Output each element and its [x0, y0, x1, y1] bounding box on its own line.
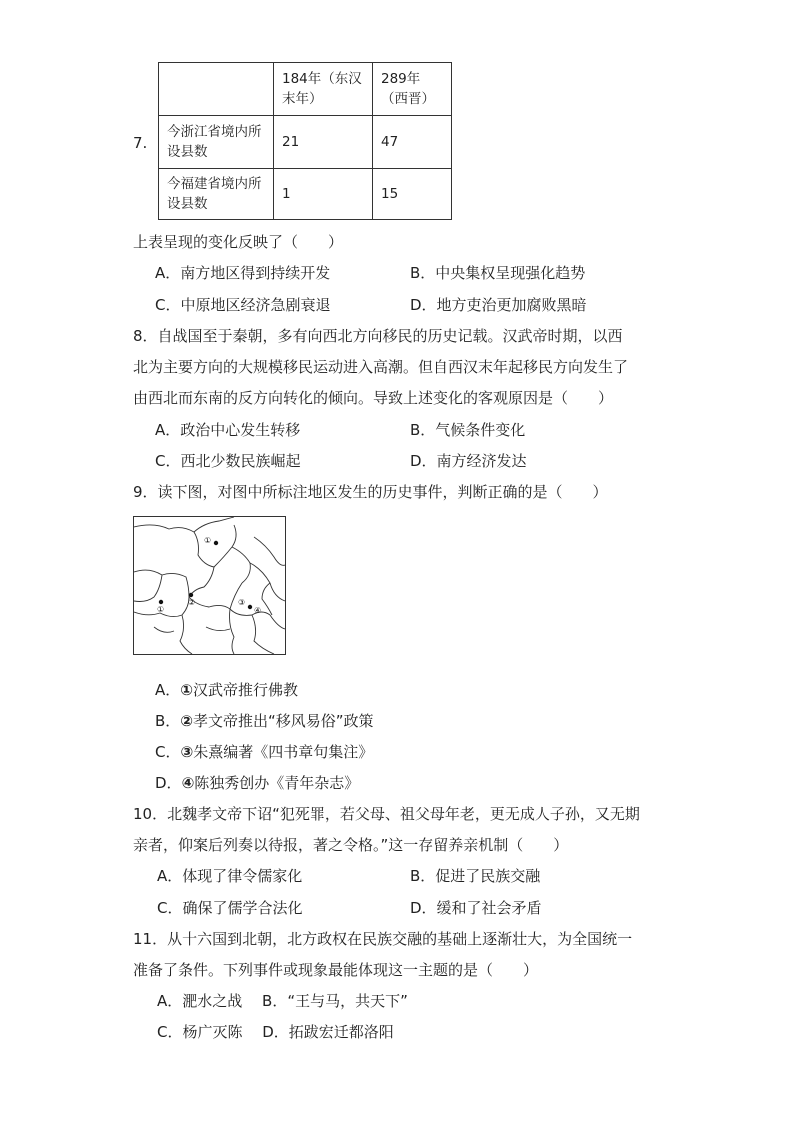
- option-text: 陈独秀创办《青年杂志》: [194, 774, 360, 792]
- q8-option-d[interactable]: D．南方经济发达: [410, 452, 527, 470]
- q8-option-c[interactable]: C．西北少数民族崛起: [155, 452, 301, 470]
- question-7-stem: 上表呈现的变化反映了（ ）: [133, 233, 344, 251]
- table-cell: 今浙江省境内所设县数: [159, 116, 274, 169]
- q9-option-c[interactable]: [155, 742, 373, 762]
- county-count-table: [158, 62, 452, 220]
- option-marker: ④: [181, 774, 195, 792]
- question-11-line-1: 11．从十六国到北朝，北方政权在民族交融的基础上逐渐壮大，为全国统一: [133, 930, 633, 948]
- q10-option-d[interactable]: D．缓和了社会矛盾: [410, 899, 542, 917]
- q7-option-d[interactable]: D．地方吏治更加腐败黑暗: [410, 296, 587, 314]
- option-prefix: B．: [155, 712, 181, 730]
- q10-option-a[interactable]: A．体现了律令儒家化: [157, 867, 303, 885]
- table-header-cell: 184年（东汉末年）: [274, 63, 373, 116]
- question-8-line-1: 8．自战国至于秦朝，多有向西北方向移民的历史记载。汉武帝时期，以西: [133, 327, 623, 345]
- q7-option-c[interactable]: C．中原地区经济急剧衰退: [155, 296, 331, 314]
- map-drawing: [134, 517, 285, 654]
- question-9-stem: 9．读下图，对图中所标注地区发生的历史事件，判断正确的是（ ）: [133, 483, 608, 501]
- option-text: 汉武帝推行佛教: [192, 681, 298, 699]
- table-cell: 47: [373, 116, 452, 169]
- q11-options-cd[interactable]: C．杨广灭陈 D．拓跋宏迁都洛阳: [157, 1023, 394, 1041]
- question-8-line-3: 由西北而东南的反方向转化的倾向。导致上述变化的客观原因是（ ）: [133, 389, 614, 407]
- question-7-number: 7.: [133, 134, 148, 152]
- option-marker: ②: [180, 712, 193, 730]
- option-prefix: D．: [155, 774, 182, 792]
- option-prefix: C．: [155, 743, 181, 761]
- map-marker-1-label: ①: [157, 605, 165, 614]
- table-row: [159, 169, 452, 220]
- option-text: 朱熹编著《四书章句集注》: [193, 743, 374, 761]
- map-marker-2: ②: [188, 598, 196, 607]
- table-cell: 15: [373, 169, 452, 220]
- map-marker-1: ①: [204, 536, 212, 545]
- table-header-cell: [159, 63, 274, 116]
- q7-option-a[interactable]: A．南方地区得到持续开发: [155, 264, 331, 282]
- question-8-line-2: 北为主要方向的大规模移民运动进入高潮。但自西汉末年起移民方向发生了: [133, 358, 629, 376]
- table-cell: 21: [274, 116, 373, 169]
- table-cell: 今福建省境内所设县数: [159, 169, 274, 220]
- option-marker: ③: [180, 743, 194, 761]
- table-row: [159, 116, 452, 169]
- historical-map: [133, 516, 286, 655]
- question-10-line-2: 亲者，仰案后列奏以待报，著之令格。”这一存留养亲机制（ ）: [133, 836, 569, 854]
- q7-option-b[interactable]: B．中央集权呈现强化趋势: [410, 264, 586, 282]
- map-marker-4: ④: [254, 606, 262, 615]
- q11-options-ab[interactable]: A．淝水之战 B．“王与马，共天下”: [157, 992, 408, 1010]
- q10-option-c[interactable]: C．确保了儒学合法化: [157, 899, 303, 917]
- q10-option-b[interactable]: B．促进了民族交融: [410, 867, 541, 885]
- q9-option-b[interactable]: [155, 711, 374, 731]
- map-marker-3: ③: [238, 598, 246, 607]
- q8-option-b[interactable]: B．气候条件变化: [410, 421, 526, 439]
- option-marker: ①: [180, 681, 193, 699]
- q8-option-a[interactable]: A．政治中心发生转移: [155, 421, 301, 439]
- table-cell: 1: [274, 169, 373, 220]
- table-header-row: [159, 63, 452, 116]
- option-text: 孝文帝推出“移风易俗”政策: [193, 712, 374, 730]
- q9-option-a[interactable]: [155, 680, 298, 700]
- option-prefix: A．: [155, 681, 181, 699]
- q9-option-d[interactable]: [155, 773, 359, 793]
- table-header-cell: 289年（西晋）: [373, 63, 452, 116]
- question-10-line-1: 10．北魏孝文帝下诏“犯死罪，若父母、祖父母年老，更无成人子孙，又无期: [133, 805, 640, 823]
- question-11-line-2: 准备了条件。下列事件或现象最能体现这一主题的是（ ）: [133, 961, 539, 979]
